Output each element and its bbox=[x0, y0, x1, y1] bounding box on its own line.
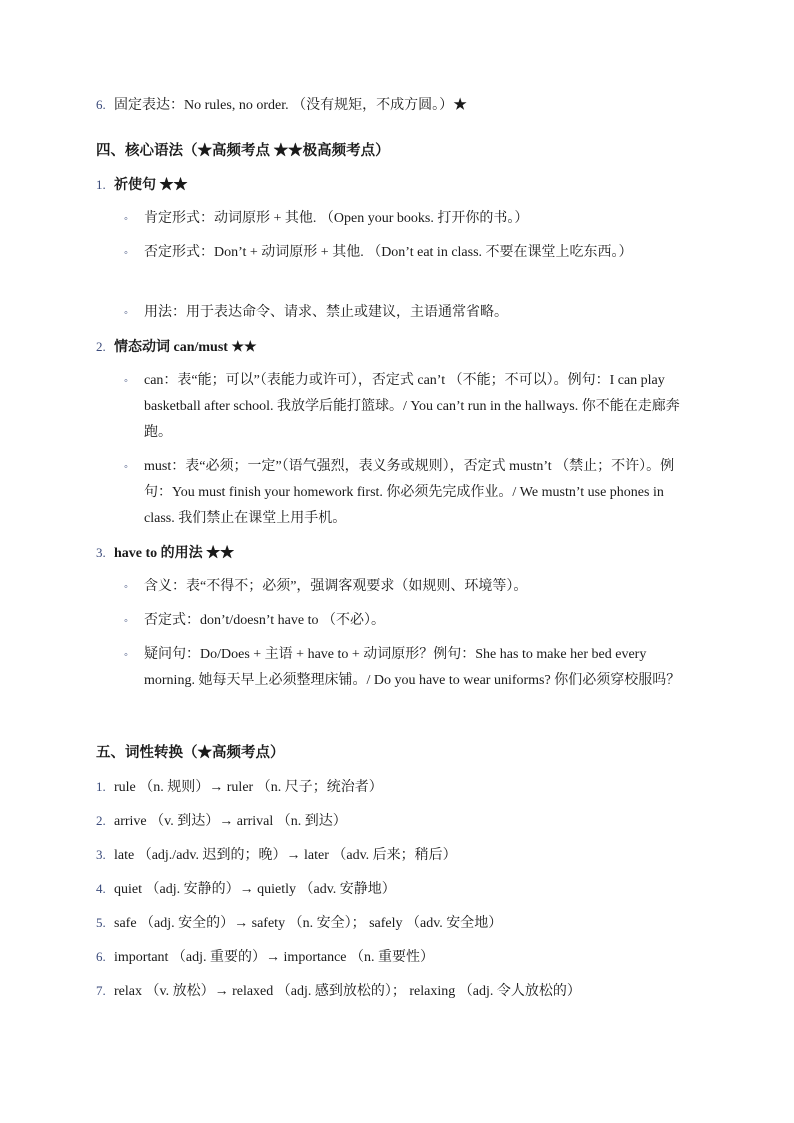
bullet-text: 肯定形式：动词原形 + 其他. （Open your books. 打开你的书。） bbox=[144, 211, 529, 226]
bullet-text: 含义：表“不得不；必须”，强调客观要求（如规则、环境等）。 bbox=[144, 579, 528, 594]
bullet-icon: ◦ bbox=[124, 375, 128, 387]
item-number: 1. bbox=[96, 177, 106, 192]
item-number: 2. bbox=[96, 339, 106, 354]
item-text: late （adj./adv. 迟到的；晚）→ later （adv. 后来；稍后） bbox=[114, 848, 457, 863]
item-number: 4. bbox=[96, 881, 106, 896]
bullet-text: can：表“能；可以”（表能力或许可），否定式 can’t （不能；不可以）。例句：I can play basketball after school. 我放学后能打篮球。/ You can’t run in the hallways. 你不能在走廊奔跑。 bbox=[144, 373, 680, 440]
item-number: 6. bbox=[96, 97, 106, 112]
item-number: 3. bbox=[96, 847, 106, 862]
bullet-text: 否定式：don’t/doesn’t have to （不必）。 bbox=[144, 613, 385, 628]
item-title: 祈使句 ★★ bbox=[114, 178, 188, 193]
section-heading-grammar: 四、核心语法（★高频考点 ★★极高频考点） bbox=[96, 143, 390, 159]
bullet-text: must：表“必须；一定”（语气强烈，表义务或规则），否定式 mustn’t （禁止；不许）。例句：You must finish your homework first. 你必须先完成作业。/ We mustn’t use phones in class. 我们禁止在课堂上用手机。 bbox=[144, 459, 675, 526]
bullet-text: 疑问句：Do/Does + 主语 + have to + 动词原形？例句：She has to make her bed every morning. 她每天早上必须整理床铺。/ Do you have to wear uniforms? 你们必须穿校服吗？ bbox=[144, 647, 681, 688]
word-form-item bbox=[96, 811, 347, 832]
bullet-text: 否定形式：Don’t + 动词原形 + 其他. （Don’t eat in class. 不要在课堂上吃东西。） bbox=[144, 245, 633, 260]
item-text: important （adj. 重要的）→ importance （n. 重要性） bbox=[114, 950, 435, 965]
item-number: 2. bbox=[96, 813, 106, 828]
grammar-item-imperative bbox=[96, 175, 188, 196]
item-number: 5. bbox=[96, 915, 106, 930]
bullet-text: 用法：用于表达命令、请求、禁止或建议，主语通常省略。 bbox=[144, 305, 508, 320]
word-form-item bbox=[96, 777, 383, 798]
section-heading-word-forms: 五、词性转换（★高频考点） bbox=[96, 745, 285, 761]
bullet-icon: ◦ bbox=[124, 615, 128, 627]
item-number: 1. bbox=[96, 779, 106, 794]
bullet-icon: ◦ bbox=[124, 581, 128, 593]
word-form-item bbox=[96, 845, 457, 866]
fixed-expression-item bbox=[96, 95, 467, 116]
bullet-icon: ◦ bbox=[124, 649, 128, 661]
grammar-item-modal-verbs bbox=[96, 337, 257, 358]
item-title: have to 的用法 ★★ bbox=[114, 546, 235, 561]
word-form-item bbox=[96, 879, 396, 900]
bullet-icon: ◦ bbox=[124, 307, 128, 319]
bullet-icon: ◦ bbox=[124, 213, 128, 225]
item-number: 6. bbox=[96, 949, 106, 964]
item-title: 情态动词 can/must ★★ bbox=[114, 340, 257, 355]
bullet-icon: ◦ bbox=[124, 461, 128, 473]
word-form-item bbox=[96, 913, 502, 934]
item-text: relax （v. 放松）→ relaxed （adj. 感到放松的）； relaxing （adj. 令人放松的） bbox=[114, 984, 581, 999]
word-form-item bbox=[96, 947, 434, 968]
item-number: 3. bbox=[96, 545, 106, 560]
item-text: quiet （adj. 安静的）→ quietly （adv. 安静地） bbox=[114, 882, 396, 897]
item-text: rule （n. 规则）→ ruler （n. 尺子；统治者） bbox=[114, 780, 383, 795]
bullet-icon: ◦ bbox=[124, 247, 128, 259]
item-text: safe （adj. 安全的）→ safety （n. 安全）； safely （adv. 安全地） bbox=[114, 916, 503, 931]
word-form-item bbox=[96, 981, 581, 1002]
item-number: 7. bbox=[96, 983, 106, 998]
grammar-item-have-to bbox=[96, 543, 234, 564]
item-text: arrive （v. 到达）→ arrival （n. 到达） bbox=[114, 814, 347, 829]
item-text: 固定表达：No rules, no order. （没有规矩，不成方圆。）★ bbox=[114, 98, 468, 113]
